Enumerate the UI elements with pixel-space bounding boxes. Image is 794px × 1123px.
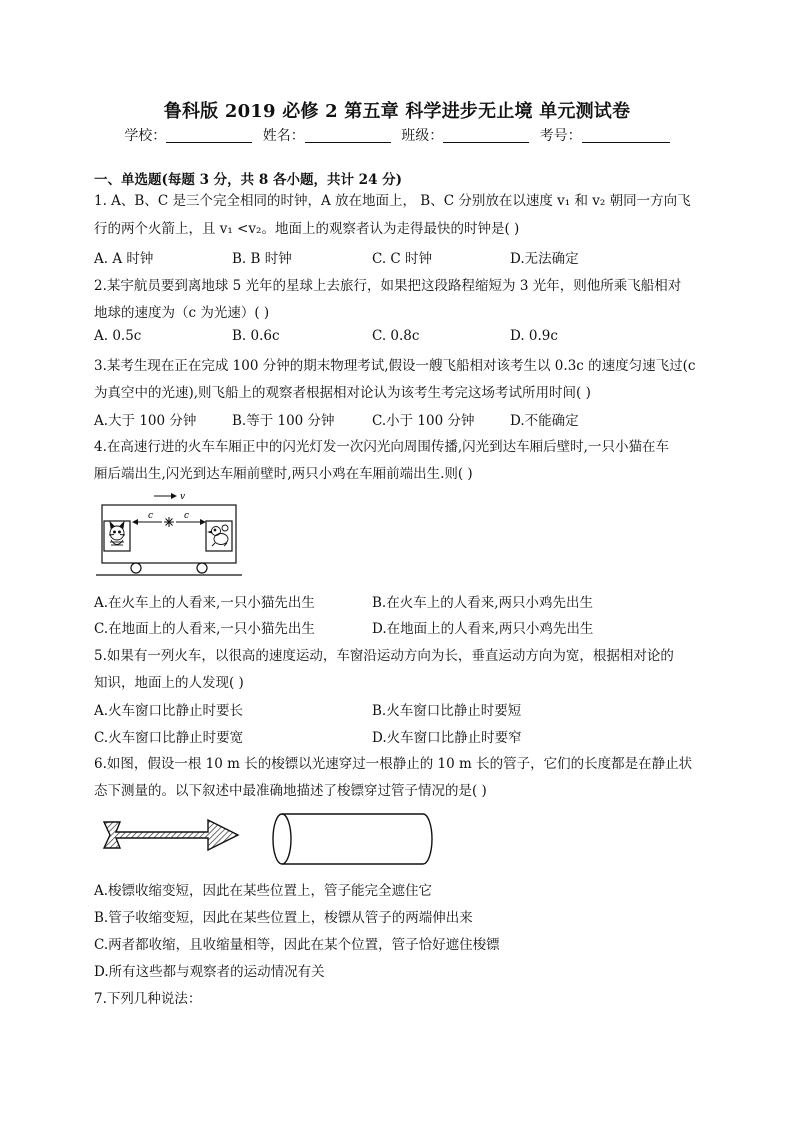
exam-no-label: 考号： [539, 128, 582, 144]
q1-option-c[interactable]: C. C 时钟 [372, 251, 433, 267]
javelin-figure [98, 814, 243, 858]
q5-line-1: 5.如果有一列火车，以很高的速度运动，车窗沿运动方向为长，垂直运动方向为宽，根据相对论的 [94, 648, 674, 664]
school-blank[interactable] [166, 128, 252, 143]
flash-lamp-icon [164, 517, 174, 527]
q4-option-c[interactable]: C.在地面上的人看来,一只小猫先出生 [94, 621, 315, 637]
q3-option-c[interactable]: C.小于 100 分钟 [372, 413, 475, 429]
left-c-label: c [148, 511, 154, 521]
q5-option-c[interactable]: C.火车窗口比静止时要宽 [94, 730, 244, 746]
q6-option-d[interactable]: D.所有这些都与观察者的运动情况有关 [94, 964, 325, 980]
velocity-label: v [180, 492, 186, 502]
q1-line-1: 1. A、B、C 是三个完全相同的时钟，A 放在地面上， B、C 分别放在以速度 v₁ 和 v₂ 朝同一方向飞 [94, 193, 691, 209]
q3-option-b[interactable]: B.等于 100 分钟 [232, 413, 335, 429]
q2-option-b[interactable]: B. 0.6c [232, 328, 280, 344]
q3-line-1: 3.某考生现在正在完成 100 分钟的期末物理考试,假设一艘飞船相对该考生以 0.3c 的速度匀速飞过(c [94, 358, 696, 374]
name-blank[interactable] [305, 128, 391, 143]
q3-option-a[interactable]: A.大于 100 分钟 [94, 413, 197, 429]
q6-option-a[interactable]: A.梭镖收缩变短，因此在某些位置上，管子能完全遮住它 [94, 883, 433, 899]
q1-line-2: 行的两个火箭上，且 v₁ <v₂。地面上的观察者认为走得最快的时钟是( ) [94, 221, 520, 237]
q3-line-2: 为真空中的光速),则飞船上的观察者根据相对论认为该考生考完这场考试所用时间( ) [94, 385, 591, 401]
name-label: 姓名： [262, 128, 305, 144]
velocity-arrowhead [171, 493, 177, 499]
q5-option-d[interactable]: D.火车窗口比静止时要窄 [372, 730, 522, 746]
q1-option-a[interactable]: A. A 时钟 [94, 251, 154, 267]
q2-line-1: 2.某宇航员要到离地球 5 光年的星球上去旅行，如果把这段路程缩短为 3 光年，则他所乘飞船相对 [94, 278, 682, 294]
tube-figure [268, 810, 438, 868]
exam-no-blank[interactable] [582, 128, 670, 143]
q4-option-d[interactable]: D.在地面上的人看来,两只小鸡先出生 [372, 621, 594, 637]
class-blank[interactable] [443, 128, 529, 143]
q2-option-c[interactable]: C. 0.8c [372, 328, 420, 344]
student-info-row [0, 125, 794, 145]
q7-line-1: 7.下列几种说法： [94, 991, 202, 1007]
train-figure [94, 487, 244, 579]
javelin-icon [104, 820, 238, 850]
q1-option-d[interactable]: D.无法确定 [510, 251, 579, 267]
q4-option-b[interactable]: B.在火车上的人看来,两只小鸡先出生 [372, 595, 594, 611]
chick-box [206, 521, 232, 551]
right-wheel [197, 563, 207, 573]
q5-option-a[interactable]: A.火车窗口比静止时要长 [94, 703, 244, 719]
exam-title: 鲁科版 2019 必修 2 第五章 科学进步无止境 单元测试卷 [163, 101, 631, 122]
cat-box [104, 521, 130, 551]
q6-option-b[interactable]: B.管子收缩变短，因此在某些位置上，梭镖从管子的两端伸出来 [94, 910, 473, 926]
q5-option-b[interactable]: B.火车窗口比静止时要短 [372, 703, 522, 719]
q5-line-2: 知识，地面上的人发现( ) [94, 675, 244, 691]
tube-body [282, 814, 432, 864]
class-label: 班级： [401, 128, 444, 144]
q6-line-1: 6.如图，假设一根 10 m 长的梭镖以光速穿过一根静止的 10 m 长的管子，它们的长度都是在静止状 [94, 756, 693, 772]
q3-option-d[interactable]: D.不能确定 [510, 413, 579, 429]
left-wheel [131, 563, 141, 573]
left-ray-arrowhead [132, 519, 138, 525]
q2-option-a[interactable]: A. 0.5c [94, 328, 142, 344]
q2-option-d[interactable]: D. 0.9c [510, 328, 558, 344]
q6-line-2: 态下测量的。以下叙述中最准确地描述了梭镖穿过管子情况的是( ) [94, 783, 487, 799]
q4-line-2: 厢后端出生,闪光到达车厢前壁时,两只小鸡在车厢前端出生.则( ) [94, 466, 473, 482]
section-heading: 一、单选题(每题 3 分，共 8 各小题，共计 24 分) [94, 172, 403, 188]
q6-option-c[interactable]: C.两者都收缩，且收缩量相等，因此在某个位置，管子恰好遮住梭镖 [94, 937, 500, 953]
q4-line-1: 4.在高速行进的火车车厢正中的闪光灯发一次闪光向周围传播,闪光到达车厢后壁时,一只小猫在车 [94, 439, 669, 455]
tube-opening [273, 814, 291, 864]
right-c-label: c [184, 511, 190, 521]
q4-option-a[interactable]: A.在火车上的人看来,一只小猫先出生 [94, 595, 315, 611]
right-ray-arrowhead [200, 519, 206, 525]
school-label: 学校： [124, 128, 167, 144]
q1-option-b[interactable]: B. B 时钟 [232, 251, 292, 267]
q2-line-2: 地球的速度为（c 为光速）( ) [94, 305, 270, 321]
